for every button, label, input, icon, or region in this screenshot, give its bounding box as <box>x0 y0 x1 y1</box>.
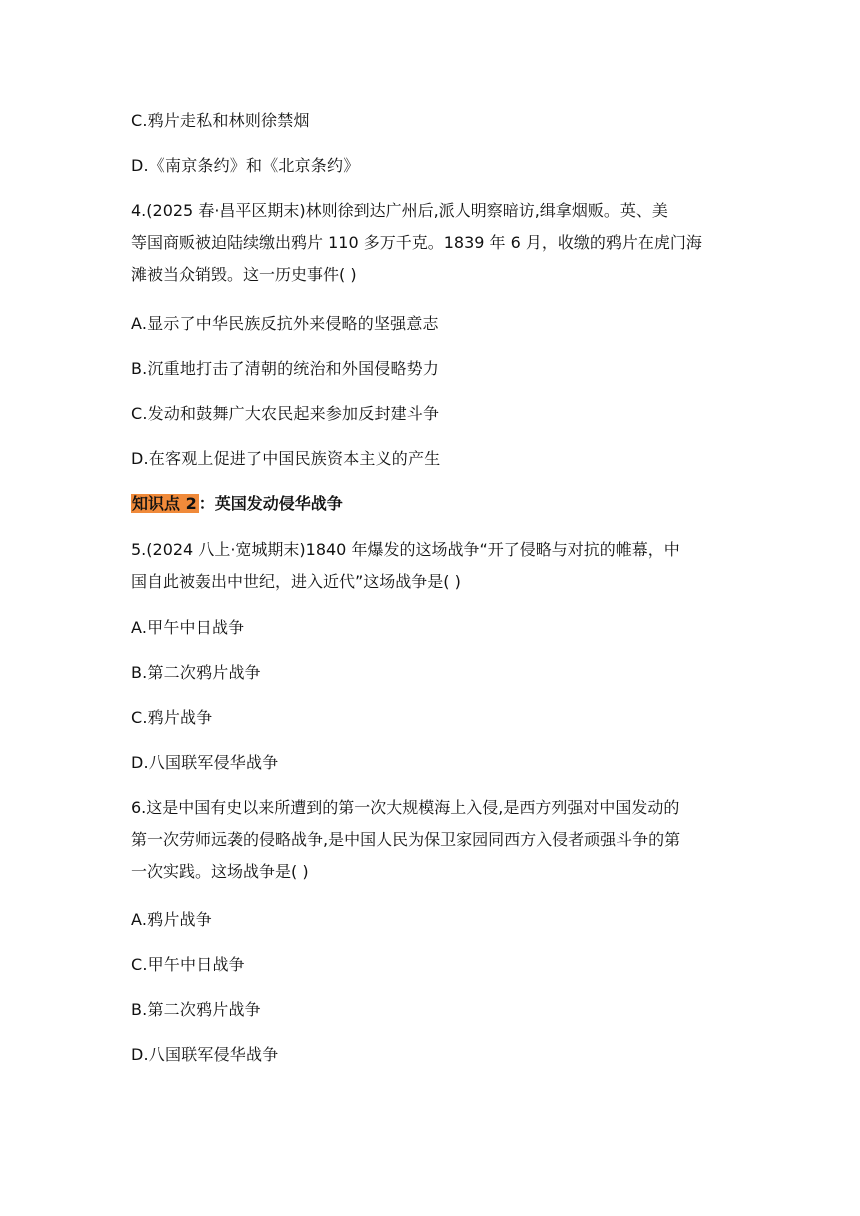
q3-option-d: D.《南京条约》和《北京条约》 <box>131 156 360 175</box>
knowledge-point-tag: 知识点 2 <box>132 494 197 513</box>
question-5-stem <box>131 534 736 598</box>
question-6-stem <box>131 792 736 888</box>
question-5-line-2: 国自此被轰出中世纪，进入近代”这场战争是( ) <box>131 572 461 591</box>
q6-option-a: A.鸦片战争 <box>131 910 212 929</box>
question-4-line-2: 等国商贩被迫陆续缴出鸦片 110 多万千克。1839 年 6 月，收缴的鸦片在虎门海 <box>131 233 702 252</box>
question-6-line-1: 6.这是中国有史以来所遭到的第一次大规模海上入侵,是西方列强对中国发动的 <box>131 798 680 817</box>
question-4-stem <box>131 195 736 291</box>
q5-option-a: A.甲午中日战争 <box>131 618 245 637</box>
q6-option-d: D.八国联军侵华战争 <box>131 1045 279 1064</box>
q4-option-c: C.发动和鼓舞广大农民起来参加反封建斗争 <box>131 404 440 423</box>
q3-option-c: C.鸦片走私和林则徐禁烟 <box>131 111 310 130</box>
q6-option-c: C.甲午中日战争 <box>131 955 245 974</box>
question-6-line-3: 一次实践。这场战争是( ) <box>131 862 309 881</box>
q4-option-a: A.显示了中华民族反抗外来侵略的坚强意志 <box>131 314 439 333</box>
question-6-line-2: 第一次劳师远袭的侵略战争,是中国人民为保卫家园同西方入侵者顽强斗争的第 <box>131 830 681 849</box>
q5-option-c: C.鸦片战争 <box>131 708 213 727</box>
q5-option-b: B.第二次鸦片战争 <box>131 663 261 682</box>
q4-option-d: D.在客观上促进了中国民族资本主义的产生 <box>131 449 441 468</box>
knowledge-point-title: ：英国发动侵华战争 <box>198 494 343 513</box>
question-5-line-1: 5.(2024 八上·宽城期末)1840 年爆发的这场战争“开了侵略与对抗的帷幕，中 <box>131 540 680 559</box>
q4-option-b: B.沉重地打击了清朝的统治和外国侵略势力 <box>131 359 440 378</box>
q5-option-d: D.八国联军侵华战争 <box>131 753 279 772</box>
q6-option-b: B.第二次鸦片战争 <box>131 1000 261 1019</box>
knowledge-point-heading <box>131 492 343 516</box>
question-4-line-3: 滩被当众销毁。这一历史事件( ) <box>131 265 357 284</box>
question-4-line-1: 4.(2025 春·昌平区期末)林则徐到达广州后,派人明察暗访,缉拿烟贩。英、美 <box>131 201 668 220</box>
